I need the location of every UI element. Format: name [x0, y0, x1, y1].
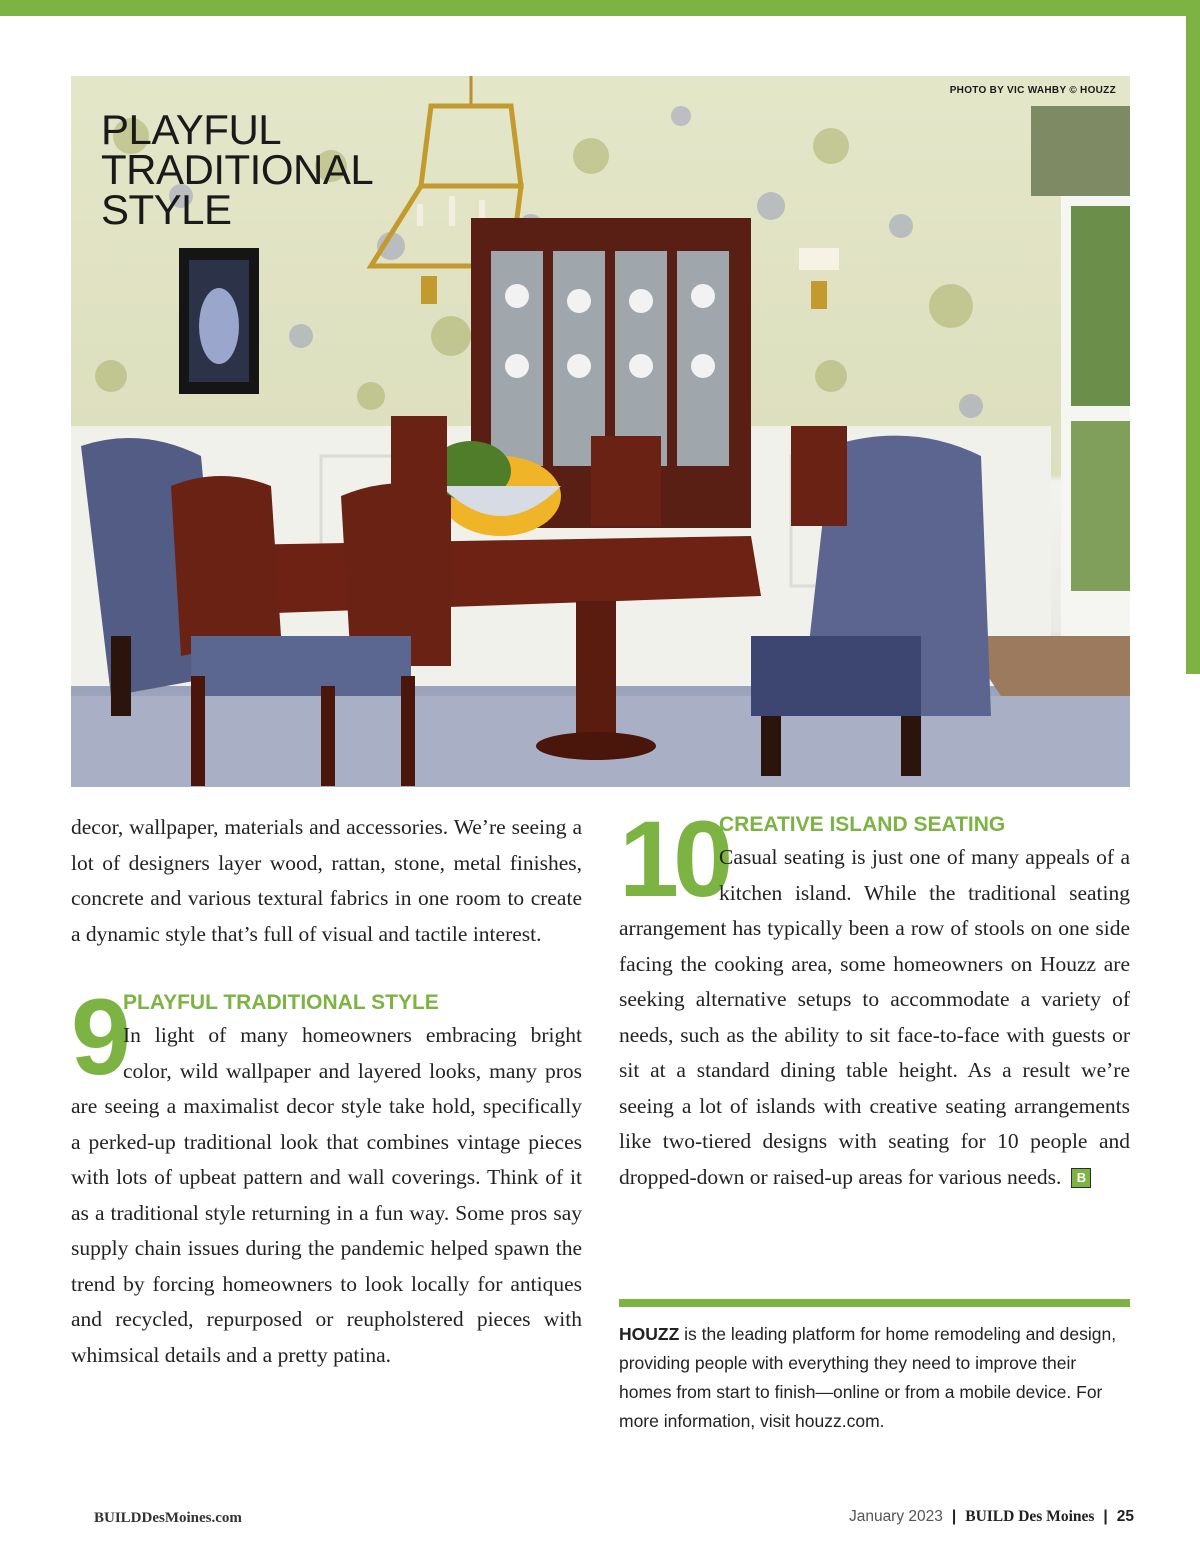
footer-website: BUILDDesMoines.com — [94, 1510, 242, 1526]
section-10 — [619, 798, 1130, 1195]
footer-magazine: BUILD Des Moines — [965, 1508, 1095, 1525]
footer-date: January 2023 — [848, 1508, 943, 1525]
left-column — [71, 810, 582, 1373]
section-10-body: Casual seating is just one of many appeals of a kitchen island. While the traditional seating arrangement has typically been a row of stools on one side facing the cooking area, some homeowners on Houzz are seeking alternative setups to accommodate a variety of needs, such as the ability to sit face-to-face with guests or sit at a standard dining table height. As a result we’re seeing a lot of islands with creative seating arrangements like two-tiered designs with seating for 10 people and dropped-down or raised-up areas for various needs. — [619, 845, 1130, 1189]
section-9-body: In light of many homeowners embracing bright color, wild wallpaper and layered looks, many pros are seeing a maximalist decor style take hold, specifically a perked-up traditional look that combines vintage pieces with lots of upbeat pattern and wall coverings. Think of it as a traditional style returning in a fun way. Some pros say supply chain issues during the pandemic helped spawn the trend by forcing homeowners to look locally for antiques and recycled, repurposed or reupholstered pieces with whimsical details and a pretty patina. — [71, 1023, 582, 1367]
section-9-number: 9 — [71, 976, 128, 1097]
section-9-heading: PLAYFUL TRADITIONAL STYLE — [123, 991, 439, 1014]
section-10-heading: CREATIVE ISLAND SEATING — [719, 813, 1006, 836]
about-houzz — [619, 1320, 1130, 1436]
about-divider — [619, 1299, 1130, 1307]
photo-credit: PHOTO BY VIC WAHBY © HOUZZ — [949, 85, 1116, 96]
footer-folio — [849, 1508, 1134, 1526]
section-9 — [71, 976, 582, 1373]
right-column — [619, 798, 1130, 1195]
about-text: is the leading platform for home remodeling and design, providing people with everything they need to improve their homes from start to finish—online or from a mobile device. For more information, visit houzz.com. — [619, 1324, 1117, 1431]
photo-title: PLAYFUL TRADITIONAL STYLE — [101, 106, 372, 233]
footer-page-number: 25 — [1116, 1508, 1134, 1525]
top-accent-bar — [0, 0, 1200, 16]
footer-separator-2: | — [1103, 1508, 1108, 1525]
end-mark-icon: B — [1071, 1168, 1091, 1188]
footer-separator-1: | — [951, 1508, 957, 1525]
continued-paragraph: decor, wallpaper, materials and accessories. We’re seeing a lot of designers layer wood, rattan, stone, metal finishes, concrete and various textural fabrics in one room to create a dynamic style that’s full of visual and tactile interest. — [71, 815, 582, 946]
side-accent-bar — [1186, 16, 1200, 674]
dining-room-photo — [71, 76, 1130, 787]
about-brand: HOUZZ — [619, 1324, 680, 1344]
section-10-number: 10 — [619, 798, 728, 919]
